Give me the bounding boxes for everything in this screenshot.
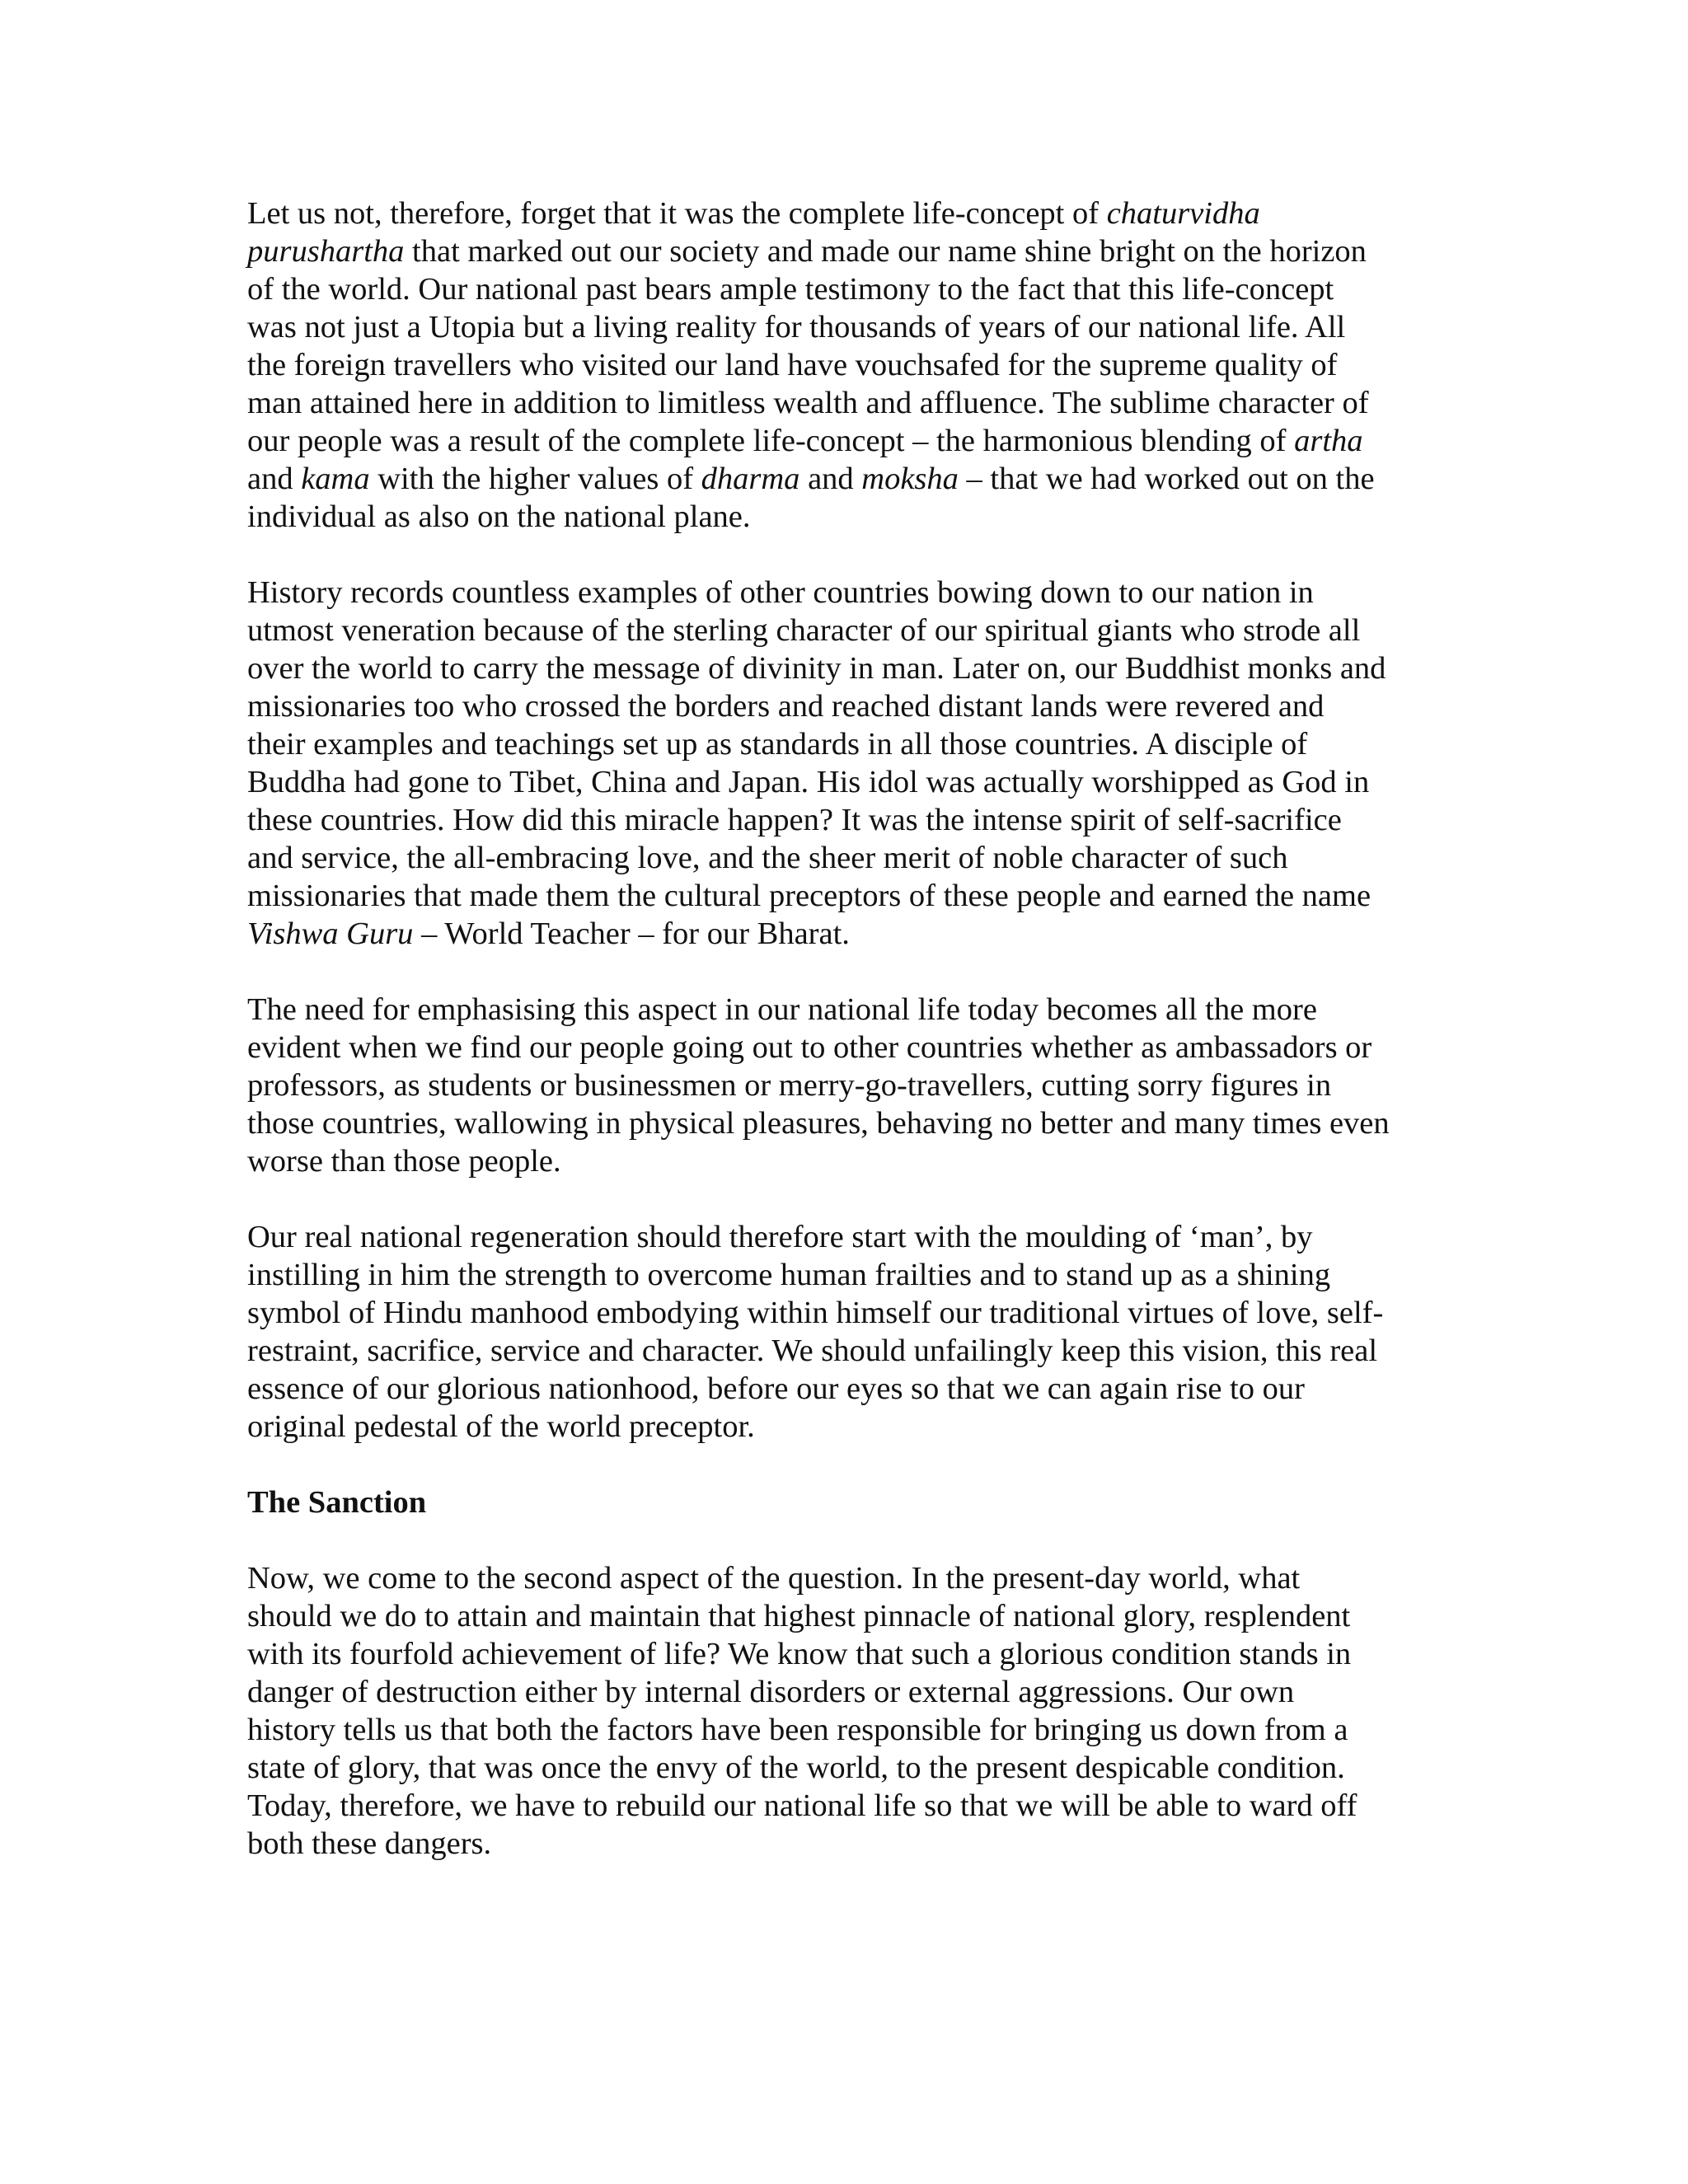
text-line <box>247 270 1467 308</box>
italic-term: artha <box>1294 424 1363 458</box>
text-run: history tells us that both the factors have been responsible for bringing us down from a <box>247 1713 1348 1747</box>
text-run: – World Teacher – for our Bharat. <box>413 916 850 951</box>
paragraph <box>247 574 1467 953</box>
text-line <box>247 991 1467 1029</box>
italic-term: kama <box>301 462 370 496</box>
text-line <box>247 1066 1467 1104</box>
text-line <box>247 1370 1467 1408</box>
italic-term: purushartha <box>247 234 405 269</box>
text-line <box>247 1787 1467 1825</box>
text-line <box>247 1104 1467 1142</box>
text-run: missionaries too who crossed the borders and reached distant lands were revered and <box>247 689 1325 724</box>
text-line <box>247 498 1467 536</box>
text-run: symbol of Hindu manhood embodying within himself our traditional virtues of love, self- <box>247 1296 1384 1330</box>
text-line <box>247 346 1467 384</box>
text-run: and <box>247 462 302 496</box>
text-line <box>247 194 1467 232</box>
text-line <box>247 1029 1467 1066</box>
text-run: should we do to attain and maintain that highest pinnacle of national glory, resplendent <box>247 1599 1351 1633</box>
text-run: The need for emphasising this aspect in our national life today becomes all the more <box>247 992 1317 1027</box>
text-run: Now, we come to the second aspect of the question. In the present-day world, what <box>247 1561 1301 1596</box>
text-run: utmost veneration because of the sterling character of our spiritual giants who strode all <box>247 613 1361 648</box>
text-run: evident when we find our people going out to other countries whether as ambassadors or <box>247 1030 1372 1065</box>
text-run: History records countless examples of other countries bowing down to our nation in <box>247 575 1314 610</box>
text-run: and <box>799 462 862 496</box>
text-run: our people was a result of the complete life-concept – the harmonious blending of <box>247 424 1295 458</box>
text-run: and service, the all-embracing love, and the sheer merit of noble character of such <box>247 841 1288 875</box>
text-run: the foreign travellers who visited our land have vouchsafed for the supreme quality of <box>247 348 1338 382</box>
paragraph <box>247 1218 1467 1446</box>
text-line <box>247 1332 1467 1370</box>
text-run: Today, therefore, we have to rebuild our national life so that we will be able to ward off <box>247 1788 1357 1823</box>
text-line <box>247 1408 1467 1446</box>
text-line <box>247 763 1467 801</box>
text-line <box>247 308 1467 346</box>
text-run: was not just a Utopia but a living reality for thousands of years of our national life. All <box>247 310 1346 344</box>
text-line <box>247 384 1467 422</box>
text-line <box>247 1749 1467 1787</box>
text-run: individual as also on the national plane. <box>247 499 751 534</box>
text-line <box>247 1559 1467 1597</box>
text-line <box>247 1635 1467 1673</box>
text-run: instilling in him the strength to overcome human frailties and to stand up as a shining <box>247 1258 1331 1292</box>
text-run: of the world. Our national past bears ample testimony to the fact that this life-concept <box>247 272 1334 307</box>
text-line <box>247 574 1467 612</box>
text-line <box>247 839 1467 877</box>
text-run: with the higher values of <box>369 462 701 496</box>
text-line <box>247 1825 1467 1863</box>
text-line <box>247 1597 1467 1635</box>
text-run: original pedestal of the world preceptor. <box>247 1409 755 1444</box>
text-line <box>247 232 1467 270</box>
text-line <box>247 460 1467 498</box>
paragraph <box>247 1559 1467 1863</box>
text-line <box>247 1256 1467 1294</box>
text-run: their examples and teachings set up as standards in all those countries. A disciple of <box>247 727 1308 762</box>
text-line <box>247 1142 1467 1180</box>
text-run: restraint, sacrifice, service and character. We should unfailingly keep this vision, this real <box>247 1333 1378 1368</box>
text-run: – that we had worked out on the <box>958 462 1375 496</box>
text-line <box>247 1673 1467 1711</box>
document-body <box>247 194 1467 1900</box>
text-run: both these dangers. <box>247 1826 492 1861</box>
text-run: these countries. How did this miracle happen? It was the intense spirit of self-sacrifice <box>247 803 1342 837</box>
paragraph <box>247 991 1467 1180</box>
text-line <box>247 1218 1467 1256</box>
text-run: Let us not, therefore, forget that it was the complete life-concept of <box>247 196 1107 231</box>
text-run: Our real national regeneration should therefore start with the moulding of ‘man’, by <box>247 1220 1313 1254</box>
text-line <box>247 1294 1467 1332</box>
text-run: essence of our glorious nationhood, before our eyes so that we can again rise to our <box>247 1371 1305 1406</box>
italic-term: dharma <box>701 462 800 496</box>
text-run: that marked out our society and made our name shine bright on the horizon <box>404 234 1367 269</box>
text-run: state of glory, that was once the envy of the world, to the present despicable condition. <box>247 1750 1345 1785</box>
italic-term: chaturvidha <box>1106 196 1260 231</box>
text-line <box>247 422 1467 460</box>
text-line <box>247 915 1467 953</box>
text-line <box>247 877 1467 915</box>
text-run: worse than those people. <box>247 1144 561 1179</box>
text-run: with its fourfold achievement of life? We know that such a glorious condition stands in <box>247 1637 1352 1671</box>
text-run: over the world to carry the message of divinity in man. Later on, our Buddhist monks and <box>247 651 1386 686</box>
text-run: those countries, wallowing in physical pleasures, behaving no better and many times even <box>247 1106 1390 1141</box>
text-run: missionaries that made them the cultural preceptors of these people and earned the name <box>247 879 1372 913</box>
text-line <box>247 801 1467 839</box>
italic-term: Vishwa Guru <box>247 916 414 951</box>
section-heading: The Sanction <box>247 1485 427 1520</box>
paragraph <box>247 194 1467 536</box>
paragraphs-before-heading <box>247 194 1467 1446</box>
paragraph-after-heading <box>247 1559 1467 1863</box>
text-line <box>247 612 1467 649</box>
text-run: professors, as students or businessmen or merry-go-travellers, cutting sorry figures in <box>247 1068 1332 1103</box>
text-line <box>247 1711 1467 1749</box>
text-run: danger of destruction either by internal disorders or external aggressions. Our own <box>247 1675 1295 1709</box>
text-run: man attained here in addition to limitless wealth and affluence. The sublime character of <box>247 386 1369 420</box>
text-line <box>247 725 1467 763</box>
text-line <box>247 649 1467 687</box>
text-line <box>247 687 1467 725</box>
italic-term: moksha <box>861 462 959 496</box>
text-run: Buddha had gone to Tibet, China and Japan. His idol was actually worshipped as God in <box>247 765 1370 799</box>
